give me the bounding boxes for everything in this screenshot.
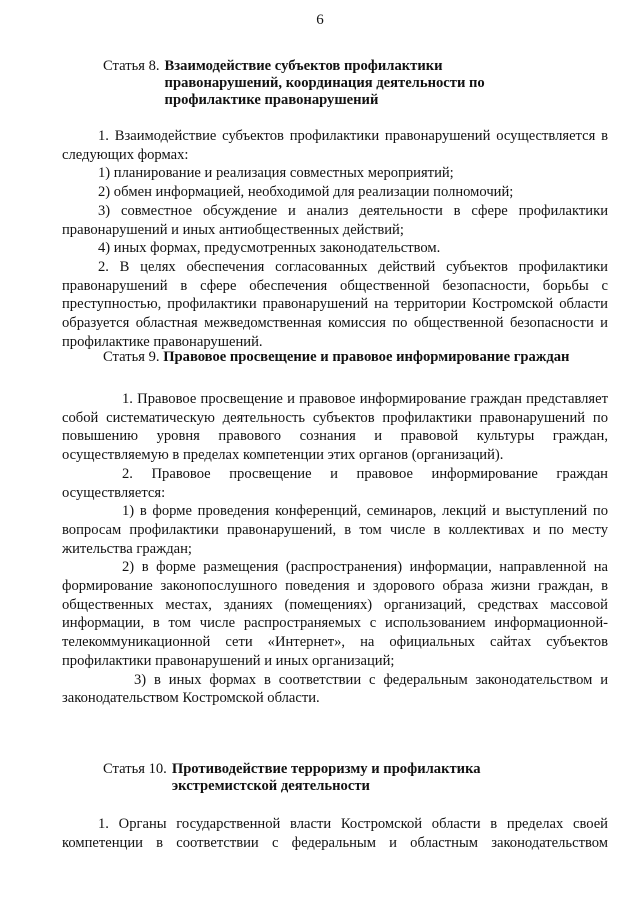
article-10-title xyxy=(172,761,481,795)
page-number: 6 xyxy=(316,12,324,28)
paragraph: 1. Правовое просвещение и правовое информирование граждан представляет собой систематическую деятельность субъектов профилактики правонарушений по повышению уровня правового сознания и правовой культуры граждан, осуществляемую в пределах компетенции этих органов (организаций). xyxy=(62,391,608,464)
article-8-heading xyxy=(103,58,485,109)
article-10-title-line: экстремистской деятельности xyxy=(171,778,370,794)
article-9-body xyxy=(62,390,608,708)
paragraph: 2) в форме размещения (распространения) информации, направленной на формирование законопослушного поведения и здорового образа жизни граждан, в общественных местах, зданиях (помещениях) организаций, средствах массовой информации, в том числе распространяемых с использованием информационной-телекоммуникационной сети «Интернет», на официальных сайтах субъектов профилактики правонарушений и иных организаций; xyxy=(62,559,608,669)
article-8-title xyxy=(165,58,485,109)
paragraph: 2. Правовое просвещение и правовое информирование граждан осуществляется: xyxy=(62,465,608,501)
article-9-title: Правовое просвещение и правовое информирование граждан xyxy=(163,349,570,365)
article-8-body xyxy=(62,127,608,351)
article-10-heading xyxy=(103,761,481,795)
paragraph: 1) в форме проведения конференций, семинаров, лекций и выступлений по вопросам профилактики правонарушений, в том числе в коллективах и по месту жительства граждан; xyxy=(62,503,608,557)
paragraph: 1) планирование и реализация совместных мероприятий; xyxy=(98,165,454,182)
article-10-body xyxy=(62,815,608,852)
article-10-title-line: Противодействие терроризму и профилактика xyxy=(171,761,481,777)
article-9-label: Статья 9. xyxy=(103,349,160,365)
paragraph: 1. Взаимодействие субъектов профилактики правонарушений осуществляется в следующих формах: xyxy=(62,128,608,163)
paragraph: 3) в иных формах в соответствии с федеральным законодательством и законодательством Костромской области. xyxy=(62,671,608,707)
paragraph: 4) иных формах, предусмотренных законодательством. xyxy=(98,240,441,257)
article-9-heading xyxy=(103,349,569,366)
article-8-title-line: профилактике правонарушений xyxy=(164,92,379,108)
paragraph: 2. В целях обеспечения согласованных действий субъектов профилактики правонарушений в сфере обеспечения общественной безопасности, борьбы с преступностью, профилактики правонарушений на территории Костромской области образуется областная межведомственная комиссия по общественной безопасности и профилактике правонарушений. xyxy=(62,258,608,350)
article-8-title-line: правонарушений, координация деятельности по xyxy=(164,75,485,91)
paragraph: 2) обмен информацией, необходимой для реализации полномочий; xyxy=(98,184,514,201)
paragraph: 3) совместное обсуждение и анализ деятельности в сфере профилактики правонарушений и иных антиобщественных действий; xyxy=(62,202,608,238)
paragraph: 1. Органы государственной власти Костромской области в пределах своей компетенции в соответствии с федеральным и областным законодательством xyxy=(62,816,608,851)
article-8-label: Статья 8. xyxy=(103,58,160,74)
article-10-label: Статья 10. xyxy=(103,761,167,777)
article-8-title-line: Взаимодействие субъектов профилактики xyxy=(164,58,443,74)
